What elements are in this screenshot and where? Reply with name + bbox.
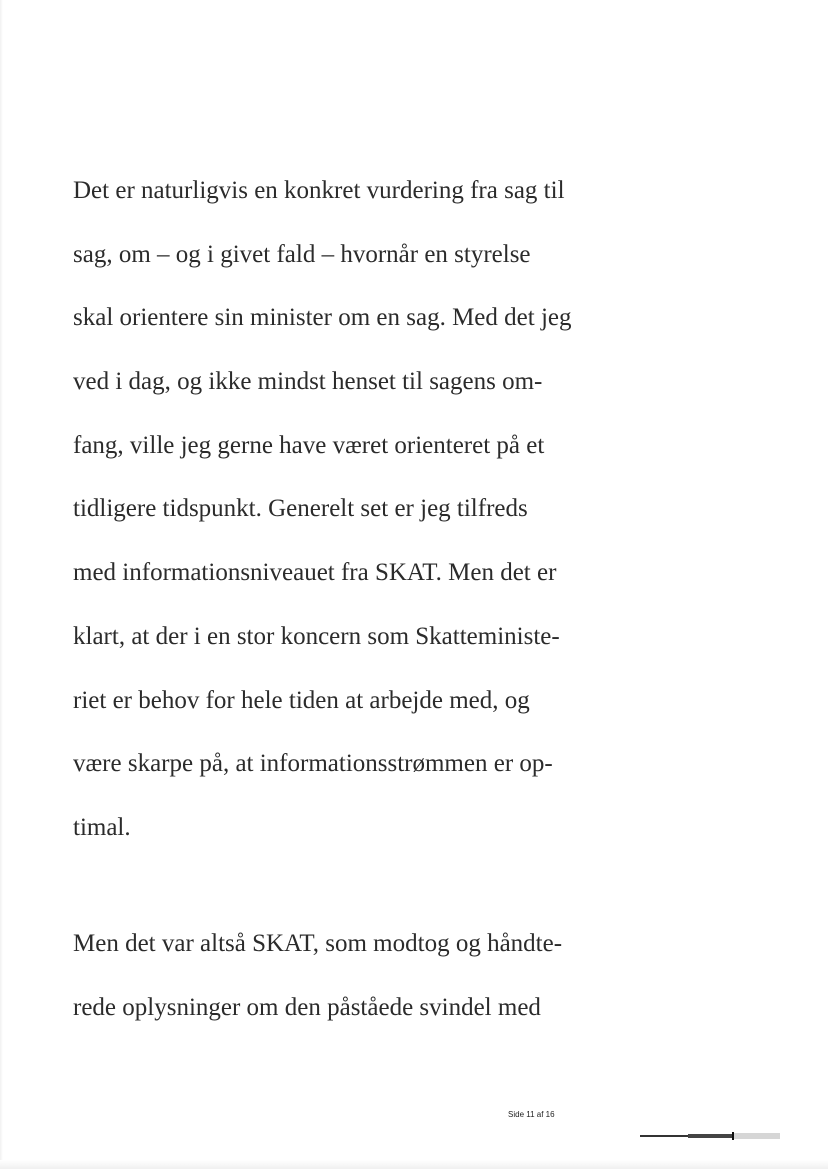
text-line: Men det var altså SKAT, som modtog og håndte- — [73, 930, 563, 957]
scan-mark-bar — [640, 1135, 688, 1137]
text-line: skal orientere sin minister om en sag. Med det jeg — [73, 304, 572, 332]
text-line: klart, at der i en stor koncern som Skatteministe- — [73, 622, 560, 650]
text-line: timal. — [73, 813, 131, 841]
text-line: fang, ville jeg gerne have været orienteret på et — [73, 431, 545, 459]
text-line: sag, om – og i givet fald – hvornår en styrelse — [73, 240, 531, 268]
scan-mark — [640, 1132, 780, 1140]
text-line: være skarpe på, at informationsstrømmen er op- — [73, 750, 553, 778]
text-line: med informationsniveauet fra SKAT. Men det er — [73, 559, 557, 587]
body-paragraph-1 — [73, 159, 572, 860]
text-line: ved i dag, og ikke mindst henset til sagens om- — [73, 368, 543, 396]
scan-mark-bar — [734, 1133, 780, 1139]
page-edge — [0, 0, 3, 1169]
scan-mark-bar — [688, 1134, 732, 1138]
text-line: rede oplysninger om den påståede svindel med — [73, 993, 541, 1021]
body-paragraph-2 — [73, 912, 562, 1039]
page-number: Side 11 af 16 — [508, 1110, 555, 1119]
text-line: riet er behov for hele tiden at arbejde med, og — [73, 686, 530, 714]
page-bottom-edge — [0, 1160, 828, 1169]
text-line: Det er naturligvis en konkret vurdering fra sag til — [73, 177, 565, 204]
text-line: tidligere tidspunkt. Generelt set er jeg tilfreds — [73, 495, 528, 523]
